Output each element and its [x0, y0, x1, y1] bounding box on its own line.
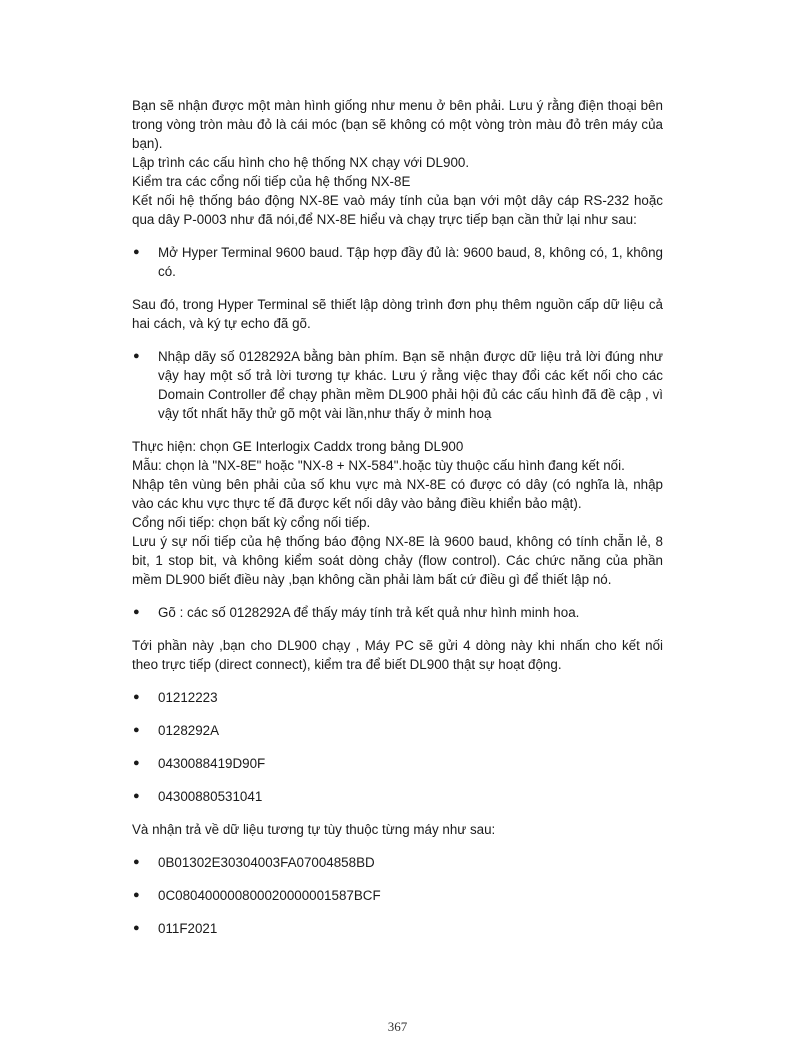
bullet-icon: ● [133, 790, 140, 802]
paragraph: Và nhận trả về dữ liệu tương tự tùy thuộc từng máy như sau: [132, 822, 496, 837]
bullet-icon: ● [133, 350, 140, 362]
list-item: ● Mở Hyper Terminal 9600 baud. Tập hợp đầy đủ là: 9600 baud, 8, không có, 1, không có. [133, 245, 663, 279]
bullet-icon: ● [133, 856, 140, 868]
paragraph: Lưu ý sự nối tiếp của hệ thống báo động NX-8E là 9600 baud, không có tính chẵn lẻ, 8 bit, 1 stop bit, và không kiểm soát dòng chảy (flow control). Các chức năng của phần mềm DL900 biết điều này ,bạn không cần phải làm bất cứ điều gì để thiết lập nó. [132, 534, 663, 587]
bullet-icon: ● [133, 246, 140, 258]
bullet-icon: ● [133, 922, 140, 934]
list-item: ● 0128292A [133, 723, 220, 738]
list-item: ● 011F2021 [133, 921, 218, 936]
list-item: ● 0430088419D90F [133, 756, 266, 771]
paragraph: Kiểm tra các cổng nối tiếp của hệ thống NX-8E [132, 174, 411, 189]
bullet-list [132, 347, 663, 423]
sent-lines-list [132, 688, 663, 806]
paragraph: Bạn sẽ nhận được một màn hình giống như menu ở bên phải. Lưu ý rằng điện thoại bên trong vòng tròn màu đỏ là cái móc (bạn sẽ không có một vòng tròn màu đỏ trên máy của bạn). [132, 98, 663, 151]
list-item: ● 0B01302E30304003FA07004858BD [133, 855, 375, 870]
list-item: ● 0C080400000800020000001587BCF [133, 888, 381, 903]
paragraph: Kết nối hệ thống báo động NX-8E vaò máy tính của bạn với một dây cáp RS-232 hoặc qua dây P-0003 như đã nói,để NX-8E hiểu và chạy trực tiếp bạn cần thử lại như sau: [132, 193, 663, 227]
paragraph: Nhập tên vùng bên phải của số khu vực mà NX-8E có được có dây (có nghĩa là, nhập vào các khu vực thực tế đã được kết nối dây vào bảng điều khiển bảo mật). [132, 477, 663, 511]
paragraph: Cổng nối tiếp: chọn bất kỳ cổng nối tiếp. [132, 515, 371, 530]
paragraph: Lập trình các cấu hình cho hệ thống NX chạy với DL900. [132, 155, 470, 170]
bullet-icon: ● [133, 757, 140, 769]
bullet-icon: ● [133, 724, 140, 736]
paragraph: Sau đó, trong Hyper Terminal sẽ thiết lập dòng trình đơn phụ thêm nguồn cấp dữ liệu cả hai cách, và ký tự echo đã gõ. [132, 297, 663, 331]
bullet-icon: ● [133, 889, 140, 901]
bullet-list [132, 243, 663, 281]
bullet-icon: ● [133, 691, 140, 703]
page-number: 367 [387, 1019, 408, 1034]
document-page [132, 96, 663, 952]
received-lines-list [132, 853, 663, 938]
paragraph: Thực hiện: chọn GE Interlogix Caddx trong bảng DL900 [132, 439, 464, 454]
list-item: ● 04300880531041 [133, 789, 263, 804]
list-item: ● Nhập dãy số 0128292A bằng bàn phím. Bạn sẽ nhận được dữ liệu trả lời đúng như vậy hay một số trả lời tương tự khác. Lưu ý rằng việc thay đổi các kết nối cho các Domain Controller để chạy phần mềm DL900 phải hội đủ các cấu hình đã đề cập , vì vậy tốt nhất hãy thử gõ một vài lần,như thấy ở minh hoạ [133, 349, 663, 421]
paragraph: Tới phần này ,bạn cho DL900 chạy , Máy PC sẽ gửi 4 dòng này khi nhấn cho kết nối theo trực tiếp (direct connect), kiểm tra để biết DL900 thật sự hoạt động. [132, 638, 663, 672]
list-item: ● Gõ : các số 0128292A để thấy máy tính trả kết quả như hình minh hoa. [133, 605, 580, 620]
list-item: ● 01212223 [133, 690, 218, 705]
paragraph: Mẫu: chọn là "NX-8E" hoặc "NX-8 + NX-584".hoặc tùy thuộc cấu hình đang kết nối. [132, 458, 625, 473]
bullet-icon: ● [133, 606, 140, 618]
bullet-list [132, 603, 663, 622]
